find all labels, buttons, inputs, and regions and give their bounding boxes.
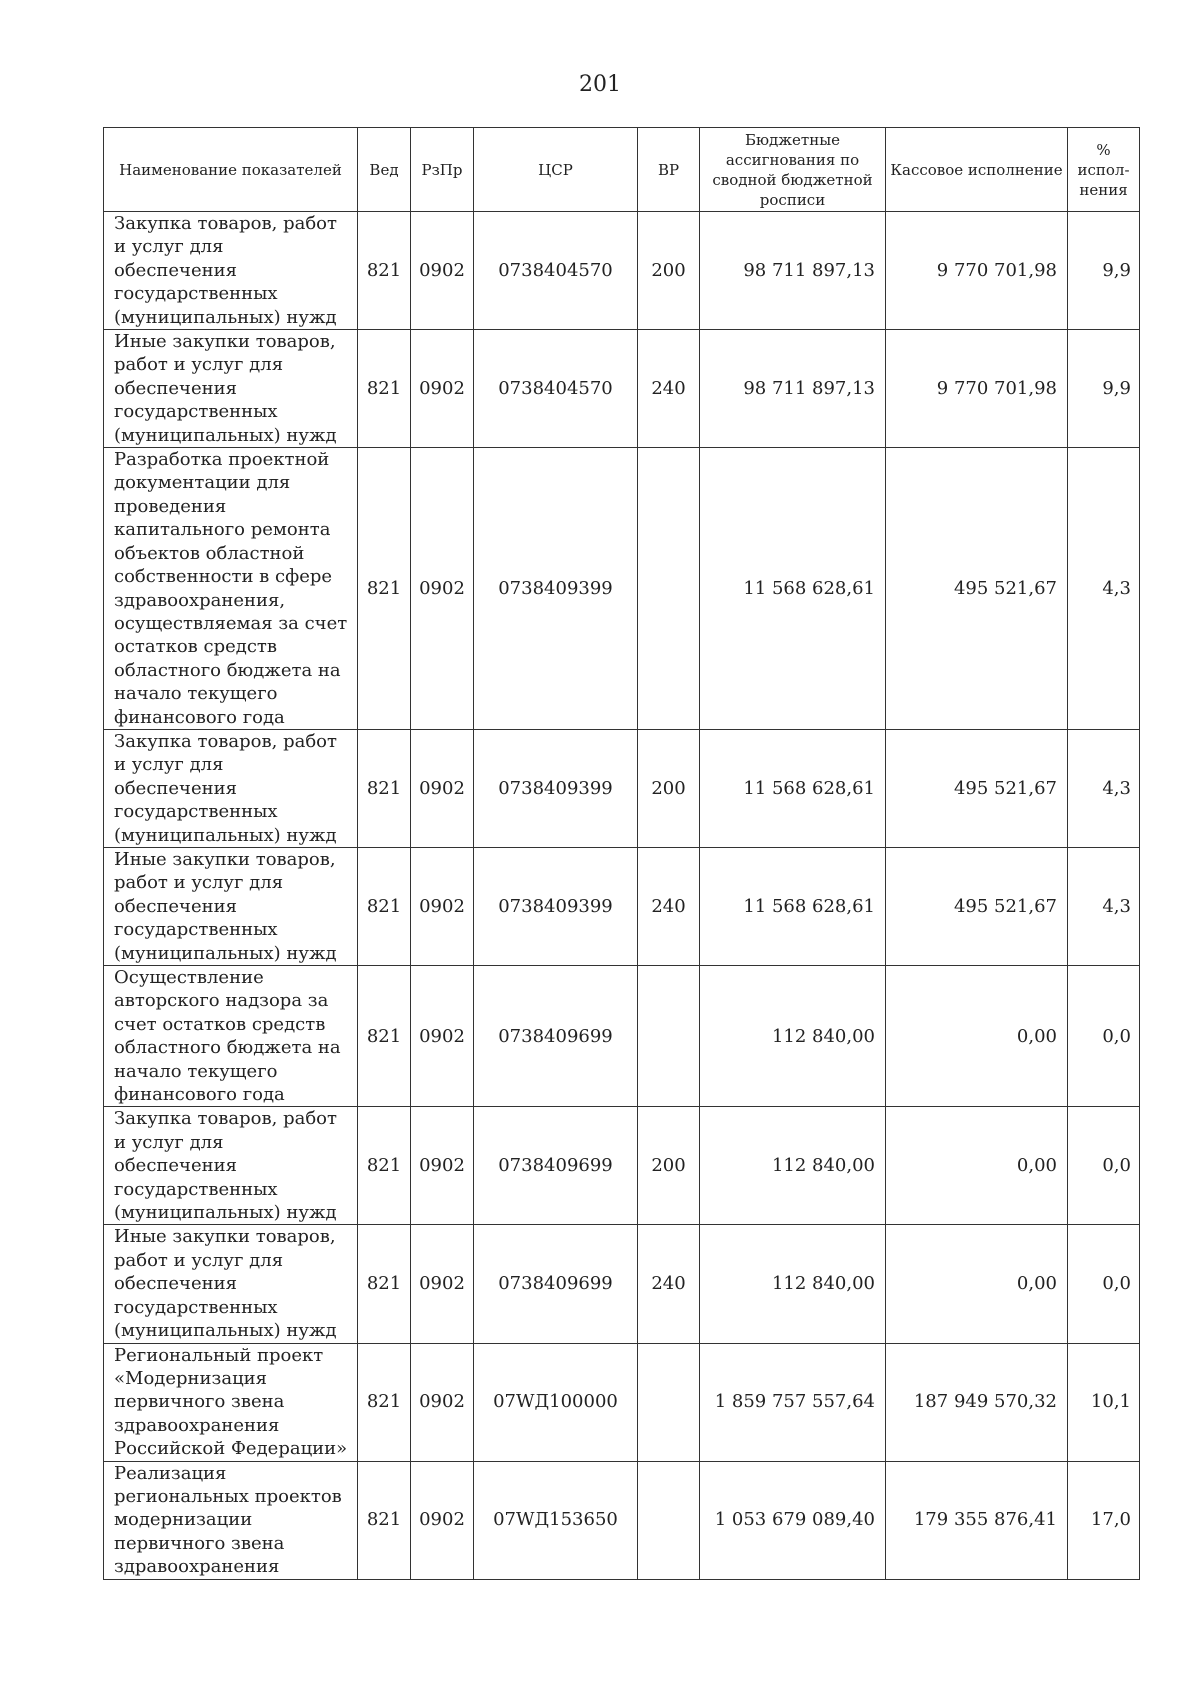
row-name: Осуществление авторского надзора за счет остатков средств областного бюджета на начало текущего финансового года bbox=[104, 966, 358, 1107]
header-name: Наименование показателей bbox=[104, 128, 358, 212]
row-ved: 821 bbox=[358, 1461, 411, 1579]
row-vr: 200 bbox=[638, 1107, 700, 1225]
table-row bbox=[104, 847, 1140, 965]
header-ved: Вед bbox=[358, 128, 411, 212]
row-cash: 179 355 876,41 bbox=[886, 1461, 1068, 1579]
table-row bbox=[104, 729, 1140, 847]
row-name: Закупка товаров, работ и услуг для обеспечения государственных (муниципальных) нужд bbox=[104, 729, 358, 847]
row-csr: 0738409399 bbox=[474, 847, 638, 965]
row-vr: 240 bbox=[638, 1225, 700, 1343]
row-ved: 821 bbox=[358, 330, 411, 448]
row-name: Закупка товаров, работ и услуг для обеспечения государственных (муниципальных) нужд bbox=[104, 212, 358, 330]
header-rzpr: РзПр bbox=[411, 128, 474, 212]
row-budget: 11 568 628,61 bbox=[700, 448, 886, 730]
row-rzpr: 0902 bbox=[411, 1343, 474, 1461]
row-rzpr: 0902 bbox=[411, 448, 474, 730]
table-row bbox=[104, 966, 1140, 1107]
row-ved: 821 bbox=[358, 1343, 411, 1461]
row-rzpr: 0902 bbox=[411, 1107, 474, 1225]
row-csr: 0738404570 bbox=[474, 330, 638, 448]
row-budget: 1 053 679 089,40 bbox=[700, 1461, 886, 1579]
header-percent: % испол-нения bbox=[1068, 128, 1140, 212]
row-vr: 200 bbox=[638, 729, 700, 847]
row-cash: 495 521,67 bbox=[886, 448, 1068, 730]
row-budget: 11 568 628,61 bbox=[700, 729, 886, 847]
header-vr: ВР bbox=[638, 128, 700, 212]
row-vr bbox=[638, 1343, 700, 1461]
row-cash: 495 521,67 bbox=[886, 847, 1068, 965]
row-vr bbox=[638, 1461, 700, 1579]
row-ved: 821 bbox=[358, 729, 411, 847]
table-row bbox=[104, 1225, 1140, 1343]
row-percent: 10,1 bbox=[1068, 1343, 1140, 1461]
page-number: 201 bbox=[579, 72, 621, 97]
row-vr bbox=[638, 966, 700, 1107]
row-rzpr: 0902 bbox=[411, 729, 474, 847]
row-percent: 4,3 bbox=[1068, 729, 1140, 847]
row-cash: 9 770 701,98 bbox=[886, 330, 1068, 448]
row-percent: 4,3 bbox=[1068, 448, 1140, 730]
row-cash: 9 770 701,98 bbox=[886, 212, 1068, 330]
row-cash: 0,00 bbox=[886, 1225, 1068, 1343]
row-rzpr: 0902 bbox=[411, 330, 474, 448]
row-budget: 98 711 897,13 bbox=[700, 212, 886, 330]
row-csr: 0738409699 bbox=[474, 1107, 638, 1225]
row-name: Закупка товаров, работ и услуг для обеспечения государственных (муниципальных) нужд bbox=[104, 1107, 358, 1225]
header-cash: Кассовое исполнение bbox=[886, 128, 1068, 212]
header-csr: ЦСР bbox=[474, 128, 638, 212]
row-name: Региональный проект «Модернизация первичного звена здравоохранения Российской Федерации» bbox=[104, 1343, 358, 1461]
row-percent: 17,0 bbox=[1068, 1461, 1140, 1579]
row-name: Реализация региональных проектов модернизации первичного звена здравоохранения bbox=[104, 1461, 358, 1579]
row-ved: 821 bbox=[358, 1107, 411, 1225]
row-ved: 821 bbox=[358, 966, 411, 1107]
row-csr: 0738404570 bbox=[474, 212, 638, 330]
row-cash: 495 521,67 bbox=[886, 729, 1068, 847]
row-ved: 821 bbox=[358, 212, 411, 330]
row-budget: 1 859 757 557,64 bbox=[700, 1343, 886, 1461]
row-vr: 240 bbox=[638, 847, 700, 965]
row-cash: 0,00 bbox=[886, 966, 1068, 1107]
row-rzpr: 0902 bbox=[411, 1225, 474, 1343]
row-name: Иные закупки товаров, работ и услуг для обеспечения государственных (муниципальных) нужд bbox=[104, 330, 358, 448]
row-ved: 821 bbox=[358, 847, 411, 965]
row-csr: 0738409399 bbox=[474, 448, 638, 730]
table-header-row bbox=[104, 128, 1140, 212]
row-percent: 0,0 bbox=[1068, 1225, 1140, 1343]
row-name: Иные закупки товаров, работ и услуг для обеспечения государственных (муниципальных) нужд bbox=[104, 1225, 358, 1343]
row-csr: 0738409699 bbox=[474, 966, 638, 1107]
row-cash: 187 949 570,32 bbox=[886, 1343, 1068, 1461]
row-rzpr: 0902 bbox=[411, 212, 474, 330]
table-row bbox=[104, 1461, 1140, 1579]
row-vr: 240 bbox=[638, 330, 700, 448]
row-budget: 11 568 628,61 bbox=[700, 847, 886, 965]
row-budget: 112 840,00 bbox=[700, 966, 886, 1107]
row-rzpr: 0902 bbox=[411, 847, 474, 965]
table-row bbox=[104, 1343, 1140, 1461]
table-row bbox=[104, 212, 1140, 330]
row-percent: 0,0 bbox=[1068, 966, 1140, 1107]
row-rzpr: 0902 bbox=[411, 1461, 474, 1579]
row-vr: 200 bbox=[638, 212, 700, 330]
row-percent: 9,9 bbox=[1068, 212, 1140, 330]
row-csr: 07WД153650 bbox=[474, 1461, 638, 1579]
row-name: Иные закупки товаров, работ и услуг для обеспечения государственных (муниципальных) нужд bbox=[104, 847, 358, 965]
row-ved: 821 bbox=[358, 1225, 411, 1343]
row-percent: 0,0 bbox=[1068, 1107, 1140, 1225]
row-ved: 821 bbox=[358, 448, 411, 730]
row-vr bbox=[638, 448, 700, 730]
row-percent: 9,9 bbox=[1068, 330, 1140, 448]
table-row bbox=[104, 330, 1140, 448]
row-csr: 0738409399 bbox=[474, 729, 638, 847]
header-budget: Бюджетные ассигнования по сводной бюджетной росписи bbox=[700, 128, 886, 212]
row-name: Разработка проектной документации для проведения капитального ремонта объектов областной собственности в сфере здравоохранения, осуществляемая за счет остатков средств областного бюджета на начало текущего финансового года bbox=[104, 448, 358, 730]
row-csr: 07WД100000 bbox=[474, 1343, 638, 1461]
table-row bbox=[104, 448, 1140, 730]
row-budget: 112 840,00 bbox=[700, 1225, 886, 1343]
row-csr: 0738409699 bbox=[474, 1225, 638, 1343]
row-budget: 98 711 897,13 bbox=[700, 330, 886, 448]
budget-execution-table bbox=[103, 127, 1140, 1580]
table-row bbox=[104, 1107, 1140, 1225]
row-rzpr: 0902 bbox=[411, 966, 474, 1107]
row-budget: 112 840,00 bbox=[700, 1107, 886, 1225]
row-percent: 4,3 bbox=[1068, 847, 1140, 965]
row-cash: 0,00 bbox=[886, 1107, 1068, 1225]
